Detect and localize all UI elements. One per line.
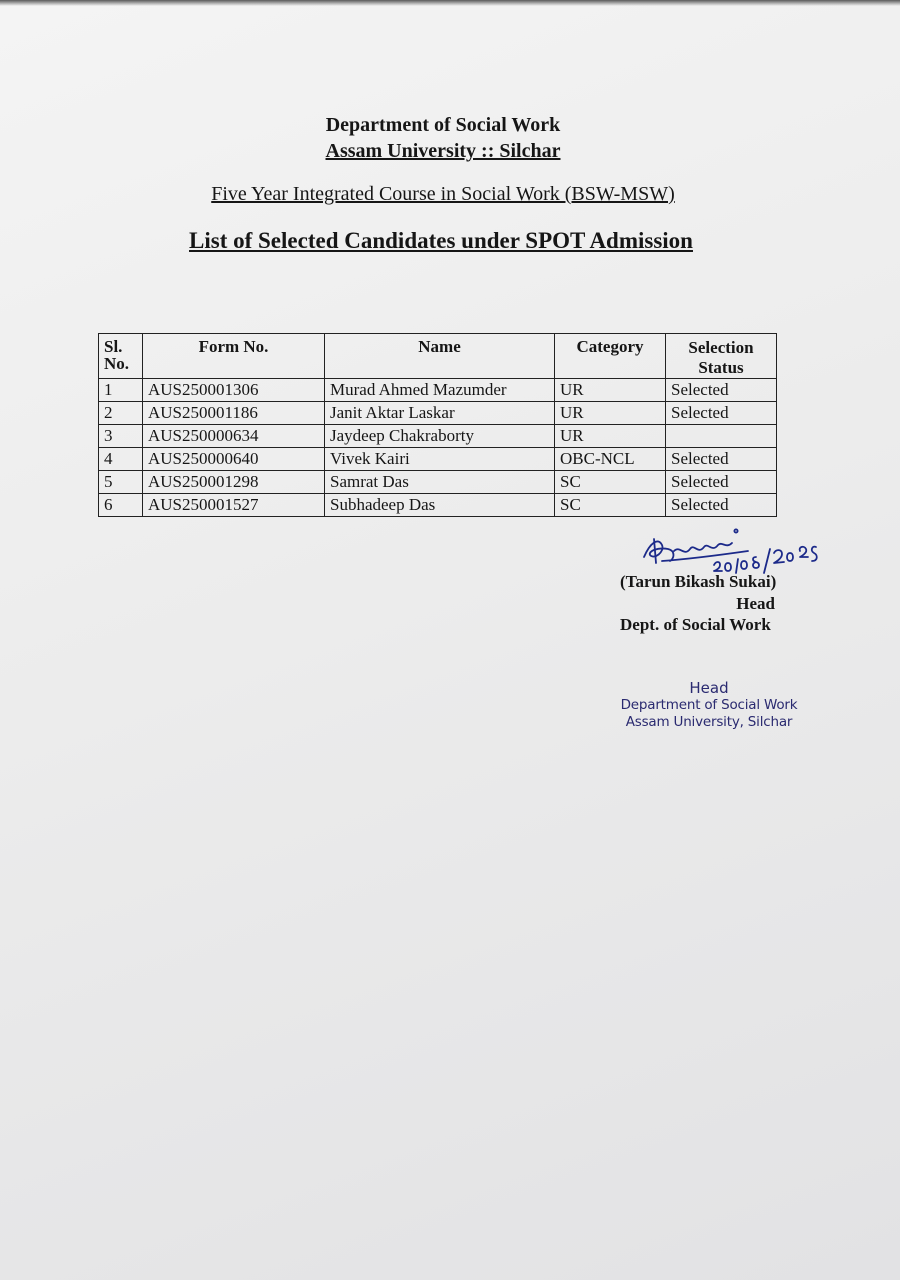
cell-name: Samrat Das	[325, 471, 555, 494]
department-heading: Department of Social Work	[325, 114, 561, 136]
cell-sl: 4	[99, 448, 143, 471]
cell-sl: 3	[99, 425, 143, 448]
university-heading: Assam University :: Silchar	[325, 140, 561, 162]
document-header	[0, 112, 886, 164]
cell-form-no: AUS250000640	[143, 448, 325, 471]
cell-form-no: AUS250000634	[143, 425, 325, 448]
cell-sl: 2	[99, 402, 143, 425]
table-row	[99, 402, 777, 425]
cell-category: SC	[555, 471, 666, 494]
cell-category: OBC-NCL	[555, 448, 666, 471]
signatory-name: (Tarun Bikash Sukai)	[620, 572, 777, 591]
table-row	[99, 379, 777, 402]
signature-scribble	[640, 525, 830, 575]
table-row	[99, 494, 777, 517]
cell-form-no: AUS250001306	[143, 379, 325, 402]
column-header-name: Name	[325, 334, 555, 379]
column-header-category: Category	[555, 334, 666, 379]
cell-name: Subhadeep Das	[325, 494, 555, 517]
course-title: Five Year Integrated Course in Social Work (BSW-MSW)	[211, 183, 675, 205]
cell-form-no: AUS250001527	[143, 494, 325, 517]
column-header-form-no: Form No.	[143, 334, 325, 379]
stamp-line-3: Assam University, Silchar	[625, 714, 793, 730]
office-stamp	[620, 679, 798, 731]
page-top-edge	[0, 0, 900, 6]
cell-status: Selected	[666, 402, 777, 425]
cell-category: UR	[555, 402, 666, 425]
signatory-role: Head	[736, 594, 775, 613]
table-header-row	[99, 334, 777, 379]
stamp-line-2: Department of Social Work	[620, 697, 798, 713]
cell-category: UR	[555, 425, 666, 448]
column-header-selection-status	[666, 334, 777, 379]
sl-header-line2: No.	[104, 354, 130, 373]
cell-category: SC	[555, 494, 666, 517]
cell-sl: 5	[99, 471, 143, 494]
table-row	[99, 448, 777, 471]
cell-category: UR	[555, 379, 666, 402]
signatory-department: Dept. of Social Work	[620, 615, 771, 634]
cell-name: Janit Aktar Laskar	[325, 402, 555, 425]
status-header-line2: Status	[698, 358, 744, 377]
column-header-sl-no	[99, 334, 143, 379]
cell-status: Selected	[666, 379, 777, 402]
cell-status: Selected	[666, 471, 777, 494]
cell-form-no: AUS250001298	[143, 471, 325, 494]
cell-status: Selected	[666, 494, 777, 517]
list-title: List of Selected Candidates under SPOT Admission	[189, 228, 693, 253]
sl-header-line1: Sl.	[104, 337, 123, 356]
cell-sl: 1	[99, 379, 143, 402]
cell-name: Vivek Kairi	[325, 448, 555, 471]
status-header-line1: Selection	[688, 338, 754, 357]
table-row	[99, 471, 777, 494]
candidates-table	[98, 333, 777, 517]
cell-sl: 6	[99, 494, 143, 517]
cell-status	[666, 425, 777, 448]
table-row	[99, 425, 777, 448]
stamp-line-1: Head	[689, 679, 729, 697]
cell-form-no: AUS250001186	[143, 402, 325, 425]
cell-name: Jaydeep Chakraborty	[325, 425, 555, 448]
cell-name: Murad Ahmed Mazumder	[325, 379, 555, 402]
cell-status: Selected	[666, 448, 777, 471]
